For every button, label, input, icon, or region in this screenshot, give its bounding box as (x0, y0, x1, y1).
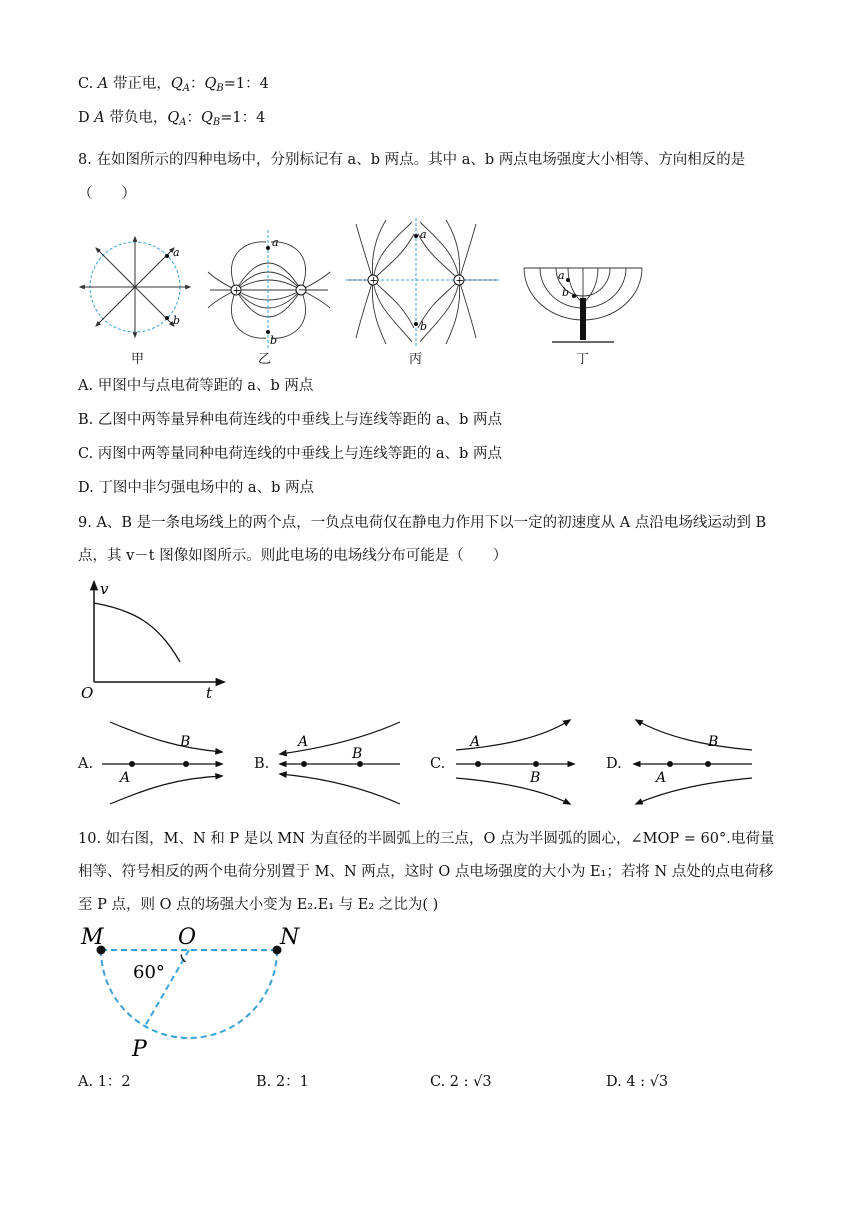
q8-option-b: B. 乙图中两等量异种电荷连线的中垂线上与连线等距的 a、b 两点 (78, 412, 503, 428)
q9-option-b-diagram (274, 718, 404, 810)
q10-option-d: D. 4 : √3 (606, 1074, 669, 1090)
fig-bing (346, 218, 500, 346)
q9-option-b-label: B. (254, 756, 270, 772)
q10-option-a: A. 1：2 (78, 1074, 131, 1090)
fig-jia-b: b (173, 314, 181, 327)
fig-label-yi: 乙 (258, 352, 272, 367)
q8-stem-line1: 8. 在如图所示的四种电场中，分别标记有 a、b 两点。其中 a、b 两点电场强度大小相等、方向相反的是 (78, 152, 746, 168)
vt-graph (78, 578, 228, 700)
svg-text:O: O (178, 925, 197, 950)
svg-text:a: a (420, 228, 427, 241)
semicircle-figure (78, 920, 318, 1060)
fig-jia-a: a (173, 246, 180, 259)
q7-option-c: C. A 带正电，$Q_A$：$Q_B=1$：4 (78, 76, 269, 94)
svg-text:+: + (369, 275, 378, 287)
q9-option-a-diagram (98, 718, 228, 810)
svg-text:N: N (280, 925, 300, 950)
q8-option-c: C. 丙图中两等量同种电荷连线的中垂线上与连线等距的 a、b 两点 (78, 446, 502, 462)
svg-text:b: b (270, 334, 278, 347)
q9-option-d-label: D. (606, 756, 622, 772)
fig-label-bing: 丙 (409, 352, 423, 367)
svg-text:+: + (232, 285, 241, 297)
q9-stem-line2: 点，其 v－t 图像如图所示。则此电场的电场线分布可能是（ ） (78, 548, 508, 564)
q10-option-c: C. 2 : √3 (430, 1074, 492, 1090)
svg-text:A: A (470, 734, 481, 750)
svg-text:B: B (180, 734, 191, 750)
svg-text:P: P (132, 1037, 147, 1062)
q9-option-a-label: A. (78, 756, 94, 772)
svg-text:B: B (708, 734, 719, 750)
svg-text:t: t (206, 684, 213, 702)
svg-text:b: b (420, 320, 428, 333)
q8-option-d: D. 丁图中非匀强电场中的 a、b 两点 (78, 480, 314, 496)
svg-text:v: v (100, 580, 109, 598)
q8-stem-line2: （ ） (78, 186, 136, 202)
svg-text:b: b (562, 286, 570, 299)
q7-option-d: D A 带负电，$Q_A$：$Q_B=1$：4 (78, 110, 266, 128)
fig-ding (522, 262, 644, 346)
svg-text:B: B (530, 770, 541, 786)
svg-text:B: B (352, 746, 363, 762)
fig-yi (206, 230, 332, 348)
q10-stem-line1: 10. 如右图，M、N 和 P 是以 MN 为直径的半圆弧上的三点，O 点为半圆弧的圆心，∠MOP = 60°.电荷量 (78, 831, 775, 847)
q8-option-a: A. 甲图中与点电荷等距的 a、b 两点 (78, 378, 314, 394)
svg-text:A: A (298, 734, 309, 750)
q10-option-b: B. 2：1 (256, 1074, 309, 1090)
q10-stem-line3: 至 P 点，则 O 点的场强大小变为 E₂.E₁ 与 E₂ 之比为( ) (78, 897, 439, 913)
svg-text:+: + (455, 275, 464, 287)
q9-stem-line1: 9. A、B 是一条电场线上的两个点，一负点电荷仅在静电力作用下以一定的初速度从 A 点沿电场线运动到 B (78, 515, 767, 531)
svg-text:−: − (298, 285, 307, 296)
svg-text:O: O (81, 684, 94, 702)
svg-text:60°: 60° (133, 962, 165, 983)
q10-stem-line2: 相等、符号相反的两个电荷分别置于 M、N 两点，这时 O 点电场强度的大小为 E₁；若将 N 点处的点电荷移 (78, 864, 774, 880)
svg-text:M: M (81, 925, 104, 950)
q9-option-c-diagram (452, 712, 582, 810)
fig-jia (78, 232, 198, 347)
q9-option-d-diagram (628, 712, 760, 810)
svg-text:a: a (558, 269, 565, 282)
q9-option-c-label: C. (430, 756, 446, 772)
svg-text:a: a (272, 236, 279, 249)
fig-label-ding: 丁 (576, 352, 590, 367)
svg-text:A: A (120, 770, 131, 786)
svg-text:A: A (656, 770, 667, 786)
fig-label-jia: 甲 (131, 352, 145, 367)
